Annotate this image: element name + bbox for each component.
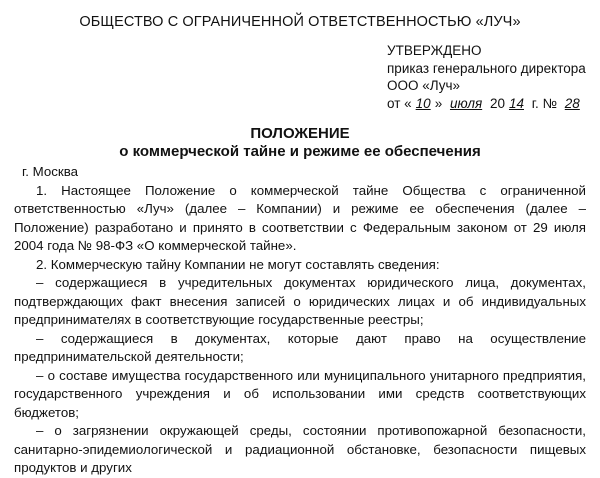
title-line-2: о коммерческой тайне и режиме ее обеспечения [119, 143, 481, 160]
organization-header: ОБЩЕСТВО С ОГРАНИЧЕННОЙ ОТВЕТСТВЕННОСТЬЮ «ЛУЧ» [79, 14, 521, 30]
approval-line-2: ООО «Луч» [387, 78, 461, 93]
list-item-1: – содержащиеся в учредительных документах юридического лица, документах, подтверждающих факт внесения записей о юридических лицах и об индивидуальных предпринимателях в соответствующие государственные реестры; [14, 275, 586, 327]
date-year-prefix: 20 [489, 95, 505, 111]
list-item-3: – о составе имущества государственного или муниципального унитарного предприятия, государственного учреждения и об использовании ими средств соответствующих бюджетов; [14, 367, 586, 420]
date-year-tail: г. № [531, 95, 558, 111]
list-item-4: – о загрязнении окружающей среды, состоянии противопожарной безопасности, санитарно-эпидемиологической и радиационной обстановке, безопасности пищевых продуктов и других [14, 423, 586, 475]
approval-line-1: приказ генерального директора [387, 60, 586, 76]
date-day: 10 [415, 95, 431, 111]
paragraph-1: 1. Настоящее Положение о коммерческой тайне Общества с ограниченной ответственностью «Луч» (далее – Компании) и режиме ее обеспечения (далее – Положение) разработано и принято в соответствии с Федеральным законом от 29 июля 2004 года № 98-ФЗ «О коммерческой тайне». [14, 182, 586, 253]
date-month: июля [449, 95, 483, 111]
date-year-suffix: 14 [508, 95, 524, 111]
document-title [0, 125, 600, 161]
list-item-2: – содержащиеся в документах, которые дают право на осуществление предпринимательской деятельности; [14, 330, 586, 364]
date-mid: » [434, 95, 443, 111]
document-body [14, 163, 586, 478]
approval-heading: УТВЕРЖДЕНО [387, 43, 482, 58]
order-number: 28 [564, 95, 580, 111]
approval-date-line [387, 95, 586, 113]
city-line: г. Москва [22, 164, 79, 179]
title-line-1: ПОЛОЖЕНИЕ [250, 125, 350, 142]
approval-block [387, 42, 586, 112]
date-prefix: от « [387, 95, 412, 111]
paragraph-2: 2. Коммерческую тайну Компании не могут составлять сведения: [36, 256, 440, 272]
